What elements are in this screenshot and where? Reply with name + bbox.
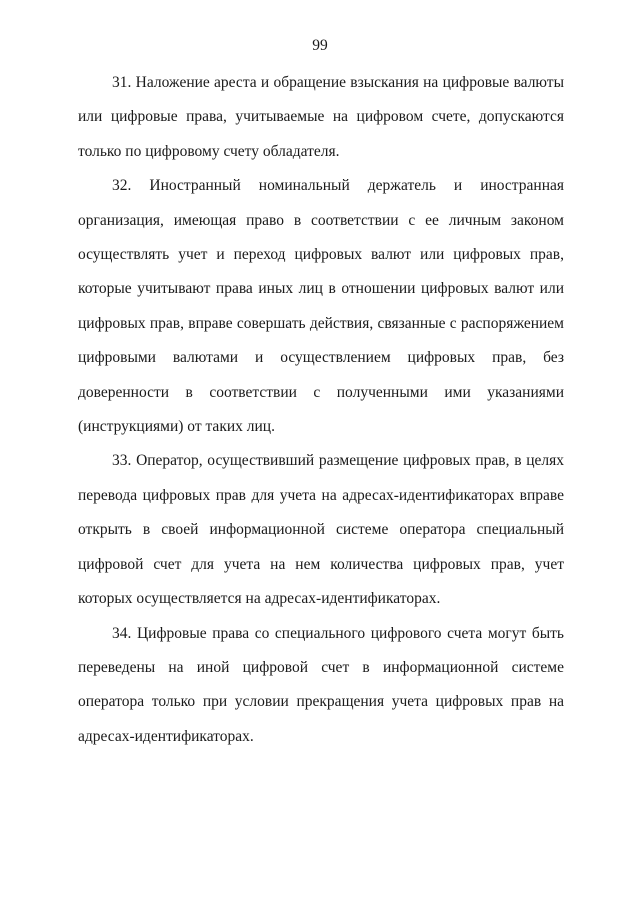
paragraph-34: 34. Цифровые права со специального цифрового счета могут быть переведены на иной цифровой счет в информационной системе оператора только при условии прекращения учета цифровых прав на адресах-идентификаторах. xyxy=(78,624,564,745)
paragraph-31: 31. Наложение ареста и обращение взыскания на цифровые валюты или цифровые права, учитываемые на цифровом счете, допускаются только по цифровому счету обладателя. xyxy=(78,74,564,160)
page-number: 99 xyxy=(312,37,328,54)
paragraph-33: 33. Оператор, осуществивший размещение цифровых прав, в целях перевода цифровых прав для учета на адресах-идентификаторах вправе открыть в своей информационной системе оператора специальный цифровой счет для учета на нем количества цифровых прав, учет которых осуществляется на адресах-идентификаторах. xyxy=(78,452,564,608)
paragraph-32: 32. Иностранный номинальный держатель и иностранная организация, имеющая право в соответствии с ее личным законом осуществлять учет и переход цифровых валют или цифровых прав, которые учитывают права иных лиц в отношении цифровых валют или цифровых прав, вправе совершать действия, связанные с распоряжением цифровыми валютами и осуществлением цифровых прав, без доверенности в соответствии с полученными ими указаниями (инструкциями) от таких лиц. xyxy=(78,177,564,436)
document-body xyxy=(78,66,564,754)
